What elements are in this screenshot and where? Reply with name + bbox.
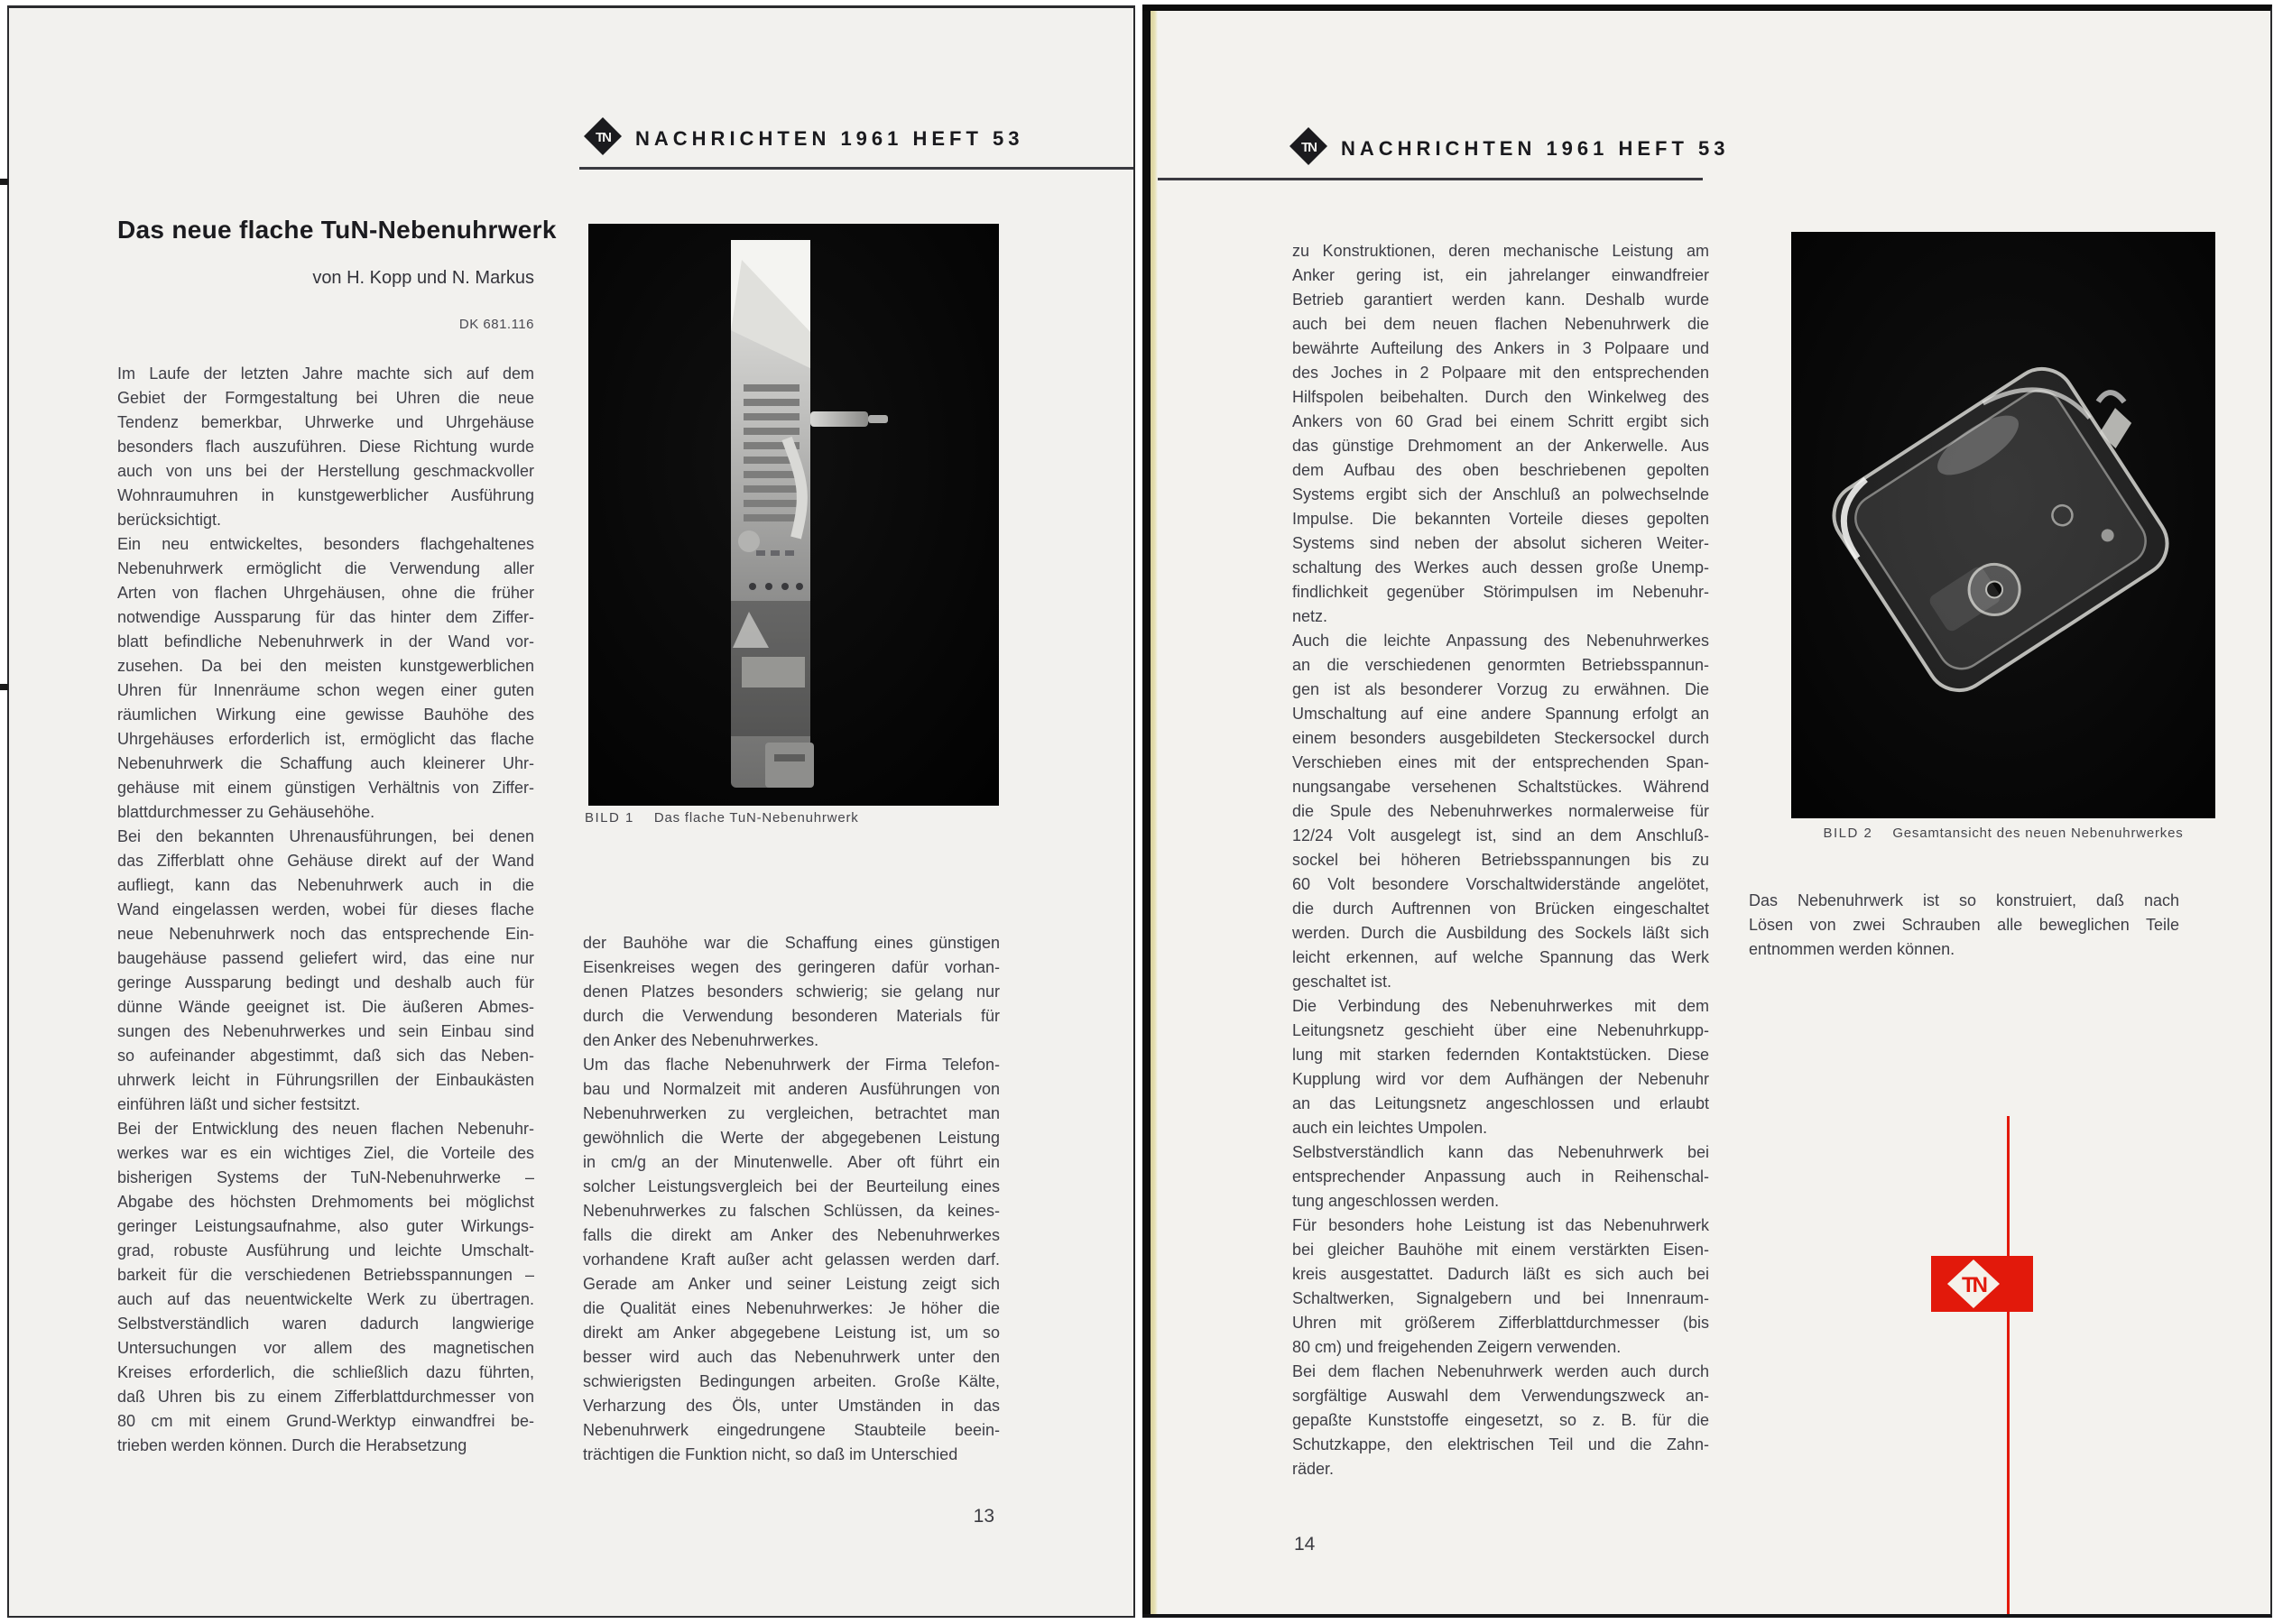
text-line: 60 Volt besondere Vorschaltwiderstände angelötet, — [1292, 875, 1709, 893]
text-line: an die verschiedenen genormten Betriebsspannun- — [1292, 656, 1709, 674]
text-line: Die Verbindung des Nebenuhrwerkes mit dem — [1292, 997, 1709, 1015]
text-line: bei gleicher Bauhöhe mit einem verstärkten Eisen- — [1292, 1241, 1709, 1259]
text-line: uhrwerk leicht in Führungsrillen der Einbaukästen — [117, 1071, 534, 1089]
text-line: sockel bei höheren Betriebsspannungen bis zu — [1292, 851, 1709, 869]
text-line: zusehen. Da bei den meisten kunstgewerblichen — [117, 657, 534, 675]
svg-text:TN: TN — [596, 130, 610, 145]
text-line: Arten von flachen Uhrgehäusen, ohne die früher — [117, 584, 534, 602]
text-line: gehäuse mit einem günstigen Verhältnis von Ziffer- — [117, 779, 534, 797]
text-line: grad, robuste Ausführung und leichte Umschalt- — [117, 1241, 534, 1260]
text-line: berücksichtigt. — [117, 511, 222, 529]
text-line: Nebenuhrwerk eingedrungene Staubteile beein- — [583, 1421, 1000, 1439]
paragraph — [117, 362, 534, 532]
text-line: entsprechender Anpassung auch in Reihenschal- — [1292, 1167, 1709, 1186]
text-line: Uhren für Innenräume schon wegen einer guten — [117, 681, 534, 699]
tn-brand-logo — [1931, 1256, 2033, 1316]
tn-diamond-logo-icon — [583, 116, 623, 161]
paragraph — [583, 1053, 1000, 1467]
tn-diamond-logo-icon — [1289, 126, 1328, 171]
text-line: bewährte Aufteilung des Ankers in 3 Polpaare und — [1292, 339, 1709, 357]
text-line: blatt befindliche Nebenuhrwerk in der Wand vor- — [117, 632, 534, 651]
figure2-caption — [1791, 826, 2215, 841]
text-line: Hilfspolen beibehalten. Durch den Winkelweg des — [1292, 388, 1709, 406]
text-line: sungen des Nebenuhrwerkes und sein Einbau sind — [117, 1022, 534, 1040]
text-line: entnommen werden können. — [1749, 940, 1955, 958]
text-line: 80 cm mit einem Grund-Werktyp einwandfrei be- — [117, 1412, 534, 1430]
scan-registration-mark — [0, 179, 8, 185]
text-line: Für besonders hohe Leistung ist das Nebenuhrwerk — [1292, 1216, 1709, 1234]
text-line: zu Konstruktionen, deren mechanische Leistung am — [1292, 242, 1709, 260]
text-line: gewöhnlich die Werte der abgegebenen Leistung — [583, 1129, 1000, 1147]
text-line: Lösen von zwei Schrauben alle beweglichen Teile — [1749, 916, 2179, 934]
text-line: Im Laufe der letzten Jahre machte sich auf dem — [117, 364, 534, 383]
text-line: Impulse. Die bekannten Vorteile dieses gepolten — [1292, 510, 1709, 528]
page-number-14: 14 — [1294, 1534, 1316, 1555]
text-line: falls die direkt am Anker des Nebenuhrwerkes — [583, 1226, 1000, 1244]
text-line: gepaßte Kunststoffe eingesetzt, so z. B. für die — [1292, 1411, 1709, 1429]
text-line: bau und Normalzeit mit anderen Ausführungen von — [583, 1080, 1000, 1098]
journal-masthead — [1289, 126, 1730, 171]
text-line: Ein neu entwickeltes, besonders flachgehaltenes — [117, 535, 534, 553]
text-line: Um das flache Nebenuhrwerk der Firma Telefon- — [583, 1056, 1000, 1074]
figure1-caption-label: BILD 1 — [585, 810, 634, 826]
text-line: auch auf das neuentwickelte Werk zu übertragen. — [117, 1290, 534, 1308]
paragraph — [1292, 239, 1709, 629]
page-edge-deckle — [1151, 11, 1158, 1614]
text-line: durch die Verwendung besonderen Materials für — [583, 1007, 1000, 1025]
text-line: schaltung des Werkes auch dessen große Unemp- — [1292, 558, 1709, 577]
text-line: Das Nebenuhrwerk ist so konstruiert, daß nach — [1749, 891, 2179, 909]
page14-column-2 — [1749, 889, 2179, 962]
text-line: notwendige Aussparung für das hinter dem Ziffer- — [117, 608, 534, 626]
paragraph — [1292, 994, 1709, 1140]
paragraph — [117, 532, 534, 825]
text-line: Uhrgehäuses erforderlich ist, ermöglicht das flache — [117, 730, 534, 748]
page-13 — [7, 5, 1135, 1618]
masthead-title: NACHRICHTEN 1961 HEFT 53 — [635, 126, 1024, 150]
scan-registration-mark — [0, 684, 8, 690]
text-line: an das Leitungsnetz angeschlossen und erlaubt — [1292, 1094, 1709, 1112]
text-line: Nebenuhrwerkes zu falschen Schlüssen, da keines- — [583, 1202, 1000, 1220]
text-line: Abgabe des höchsten Drehmoments bei möglichst — [117, 1193, 534, 1211]
text-line: räder. — [1292, 1460, 1335, 1478]
text-line: Systems ergibt sich der Anschluß an polwechselnde — [1292, 485, 1709, 503]
page13-column-2 — [583, 931, 1000, 1467]
paragraph — [117, 1117, 534, 1458]
text-line: das günstige Drehmoment an der Ankerwelle. Aus — [1292, 437, 1709, 455]
text-line: einführen läßt und sicher festsitzt. — [117, 1095, 361, 1113]
text-line: des Joches in 2 Polpaare mit den entsprechenden — [1292, 364, 1709, 382]
text-line: Nebenuhrwerken zu vergleichen, betrachtet man — [583, 1104, 1000, 1122]
text-line: Leitungsnetz geschieht über eine Nebenuhrkupp- — [1292, 1021, 1709, 1039]
text-line: Selbstverständlich kann das Nebenuhrwerk bei — [1292, 1143, 1709, 1161]
text-line: Schaltwerken, Signalgebern und bei Innenraum- — [1292, 1289, 1709, 1307]
text-line: räumlichen Wirkung eine gewisse Bauhöhe des — [117, 706, 534, 724]
text-line: blattdurchmesser zu Gehäusehöhe. — [117, 803, 375, 821]
article-title: Das neue flache TuN-Nebenuhrwerk — [117, 216, 557, 244]
text-line: aufliegt, kann das Nebenuhrwerk auch in die — [117, 876, 534, 894]
paragraph — [1292, 1360, 1709, 1481]
text-line: sorgfältige Auswahl dem Verwendungszweck an- — [1292, 1387, 1709, 1405]
text-line: Tendenz bemerkbar, Uhrwerke und Uhrgehäuse — [117, 413, 534, 431]
text-line: 12/24 Volt ausgelegt ist, sind an dem Anschluß- — [1292, 826, 1709, 844]
text-line: trieben werden können. Durch die Herabsetzung — [117, 1436, 467, 1454]
text-line: gen ist als besonderer Vorzug zu erwähnen. Die — [1292, 680, 1709, 698]
paragraph — [583, 931, 1000, 1053]
text-line: barkeit für die verschiedenen Betriebsspannungen – — [117, 1266, 534, 1284]
masthead-title: NACHRICHTEN 1961 HEFT 53 — [1341, 136, 1730, 160]
journal-masthead — [583, 116, 1024, 161]
text-line: Bei den bekannten Uhrenausführungen, bei denen — [117, 827, 534, 845]
figure1-caption — [585, 810, 859, 826]
paragraph — [1292, 1140, 1709, 1213]
figure2-caption-label: BILD 2 — [1823, 826, 1873, 841]
masthead-rule — [579, 167, 1133, 170]
text-line: netz. — [1292, 607, 1328, 625]
figure2-photo — [1791, 232, 2215, 818]
text-line: Wand eingelassen werden, wobei für dieses flache — [117, 900, 534, 918]
text-line: besser wird auch das Nebenuhrwerk unter den — [583, 1348, 1000, 1366]
text-line: Verschieben eines mit der entsprechenden Span- — [1292, 753, 1709, 771]
dk-classification: DK 681.116 — [458, 317, 534, 332]
text-line: das Zifferblatt ohne Gehäuse direkt auf der Wand — [117, 852, 534, 870]
paragraph — [1749, 889, 2179, 962]
text-line: der Bauhöhe war die Schaffung eines günstigen — [583, 934, 1000, 952]
page13-column-1 — [117, 362, 534, 1458]
text-line: findlichkeit gegenüber Störimpulsen im Nebenuhr- — [1292, 583, 1709, 601]
text-line: geringer Leistungsaufnahme, also guter Wirkungs- — [117, 1217, 534, 1235]
text-line: auch ein leichtes Umpolen. — [1292, 1119, 1488, 1137]
text-line: Schutzkappe, den elektrischen Teil und die Zahn- — [1292, 1435, 1709, 1453]
page-number-13: 13 — [973, 1506, 994, 1527]
text-line: baugehäuse passend geliefert wird, das eine nur — [117, 949, 534, 967]
text-line: werden. Durch die Ausbildung des Sockels läßt sich — [1292, 924, 1709, 942]
text-line: auch von uns bei der Herstellung geschmackvoller — [117, 462, 534, 480]
text-line: bisherigen Systems der TuN-Nebenuhrwerke – — [117, 1168, 534, 1186]
figure1-photo — [588, 224, 999, 806]
article-byline: von H. Kopp und N. Markus — [312, 268, 534, 288]
text-line: kreis ausgestattet. Dadurch läßt es sich auch bei — [1292, 1265, 1709, 1283]
paragraph — [1292, 1213, 1709, 1360]
text-line: Auch die leichte Anpassung des Nebenuhrwerkes — [1292, 632, 1709, 650]
paragraph — [117, 825, 534, 1117]
text-line: geringe Aussparung bedingt und deshalb auch für — [117, 973, 534, 992]
text-line: Kreises erforderlich, die schließlich dazu führten, — [117, 1363, 534, 1381]
text-line: Eisenkreises wegen des geringeren dafür vorhan- — [583, 958, 1000, 976]
text-line: Systems sind neben der absolut sicheren Weiter- — [1292, 534, 1709, 552]
text-line: Uhren mit größerem Zifferblattdurchmesser (bis — [1292, 1314, 1709, 1332]
text-line: Gebiet der Formgestaltung bei Uhren die neue — [117, 389, 534, 407]
text-line: dünne Wände geeignet ist. Die äußeren Abmes- — [117, 998, 534, 1016]
text-line: Selbstverständlich waren dadurch langwierige — [117, 1315, 534, 1333]
text-line: so aufeinander abgestimmt, daß sich das Neben- — [117, 1047, 534, 1065]
gutter-shadow — [1142, 11, 1151, 1614]
text-line: vorhandene Kraft außer acht gelassen werden darf. — [583, 1250, 1000, 1269]
text-line: Umschaltung auf eine andere Spannung erfolgt an — [1292, 705, 1709, 723]
text-line: lung mit starken federnden Kontaktstücken. Diese — [1292, 1046, 1709, 1064]
text-line: in cm/g an der Minutenwelle. Aber oft führt ein — [583, 1153, 1000, 1171]
text-line: solcher Leistungsvergleich bei der Beurteilung eines — [583, 1177, 1000, 1195]
text-line: Bei der Entwicklung des neuen flachen Nebenuhr- — [117, 1120, 534, 1138]
text-line: die durch Auftrennen von Brücken eingeschaltet — [1292, 900, 1709, 918]
text-line: trächtigen die Funktion nicht, so daß im Unterschied — [583, 1445, 958, 1463]
text-line: Bei dem flachen Nebenuhrwerk werden auch durch — [1292, 1362, 1709, 1380]
text-line: direkt am Anker abgegebene Leistung ist, um so — [583, 1324, 1000, 1342]
red-rule — [2007, 1116, 2010, 1614]
text-line: leicht erkennen, auf welche Spannung das Werk — [1292, 948, 1709, 966]
text-line: werkes war es ein wichtiges Ziel, die Vorteile des — [117, 1144, 534, 1162]
text-line: Wohnraumuhren in kunstgewerblicher Ausführung — [117, 486, 534, 504]
text-line: 80 cm) und freigehenden Zeigern verwenden. — [1292, 1338, 1622, 1356]
text-line: daß Uhren bis zu einem Zifferblattdurchmesser von — [117, 1388, 534, 1406]
page14-column-1 — [1292, 239, 1709, 1481]
minute-shaft — [810, 411, 868, 427]
masthead-rule — [1158, 178, 1703, 180]
paragraph — [1292, 629, 1709, 994]
text-line: schwierigsten Bedingungen arbeiten. Große Kälte, — [583, 1372, 1000, 1390]
text-line: Kupplung wird vor dem Aufhängen der Nebenuhr — [1292, 1070, 1709, 1088]
figure1-caption-text: Das flache TuN-Nebenuhrwerk — [653, 810, 859, 826]
text-line: auch bei dem neuen flachen Nebenuhrwerk die — [1292, 315, 1709, 333]
text-line: neue Nebenuhrwerk noch das entsprechende Ein- — [117, 925, 534, 943]
text-line: tung angeschlossen werden. — [1292, 1192, 1500, 1210]
text-line: einem besonders ausgebildeten Steckersockel durch — [1292, 729, 1709, 747]
text-line: Betrieb garantiert werden kann. Deshalb wurde — [1292, 291, 1709, 309]
text-line: Untersuchungen vor allem des magnetischen — [117, 1339, 534, 1357]
text-line: den Anker des Nebenuhrwerkes. — [583, 1031, 819, 1049]
text-line: nungsangabe versehenen Schaltstückes. Während — [1292, 778, 1709, 796]
text-line: Nebenuhrwerk die Schaffung auch kleinerer Uhr- — [117, 754, 534, 772]
svg-text:TN: TN — [1301, 140, 1316, 155]
text-line: die Qualität eines Nebenuhrwerkes: Je höher die — [583, 1299, 1000, 1317]
text-line: dem Aufbau des oben beschriebenen gepolten — [1292, 461, 1709, 479]
text-line: Ankers von 60 Grad bei einem Schritt ergibt sich — [1292, 412, 1709, 430]
text-line: Anker gering ist, ein jahrelanger einwandfreier — [1292, 266, 1709, 284]
text-line: Verharzung des Öls, unter Umständen in das — [583, 1397, 1000, 1415]
text-line: besonders flach auszuführen. Diese Richtung wurde — [117, 438, 534, 456]
page-14 — [1142, 5, 2272, 1618]
text-line: geschaltet ist. — [1292, 973, 1392, 991]
text-line: die Spule des Nebenuhrwerkes normalerweise für — [1292, 802, 1709, 820]
brand-monogram: TN — [1962, 1273, 1985, 1297]
text-line: Nebenuhrwerk ermöglicht die Verwendung aller — [117, 559, 534, 577]
text-line: Gerade am Anker und seiner Leistung zeigt sich — [583, 1275, 1000, 1293]
figure2-caption-text: Gesamtansicht des neuen Nebenuhrwerkes — [1892, 826, 2184, 841]
text-line: denen Platzes besonders schwierig; sie gelang nur — [583, 983, 1000, 1001]
